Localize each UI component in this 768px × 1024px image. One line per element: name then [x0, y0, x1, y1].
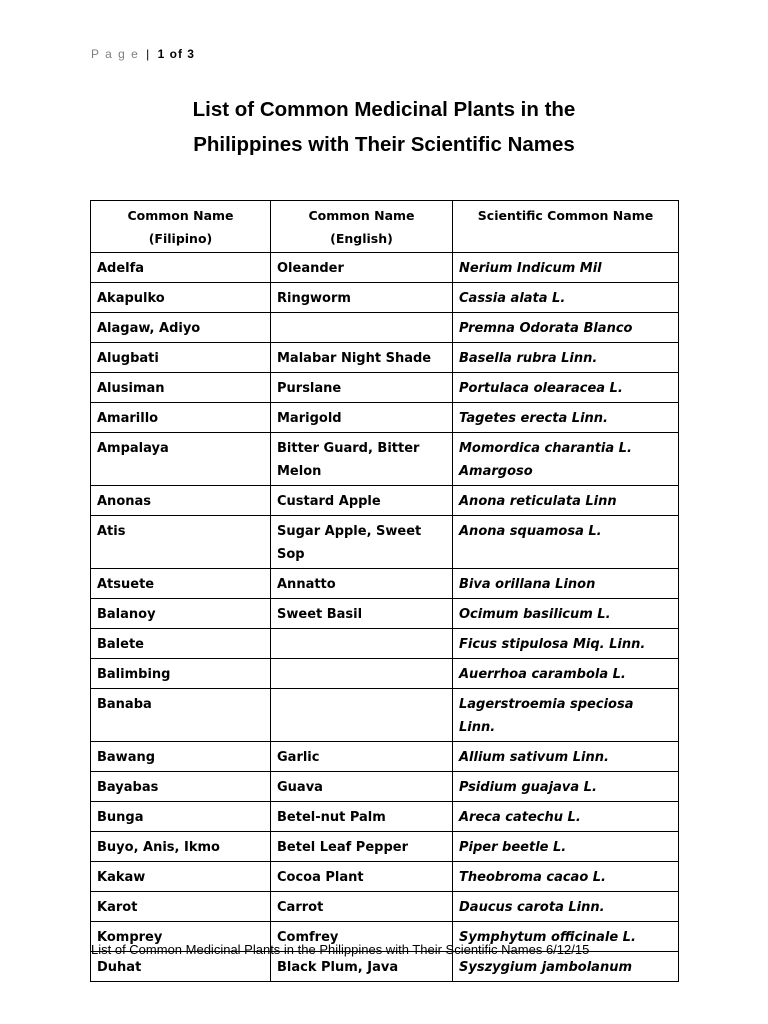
- cell-scientific: Tagetes erecta Linn.: [453, 403, 679, 433]
- cell-filipino: Atsuete: [91, 569, 271, 599]
- cell-english: Marigold: [271, 403, 453, 433]
- table-row: [91, 742, 679, 772]
- cell-scientific: Nerium Indicum Mil: [453, 253, 679, 283]
- cell-english: Bitter Guard, Bitter Melon: [271, 433, 453, 486]
- cell-english: Black Plum, Java: [271, 952, 453, 982]
- cell-english: Sugar Apple, Sweet Sop: [271, 516, 453, 569]
- page-footer: List of Common Medicinal Plants in the Philippines with Their Scientific Names 6/12/15: [91, 942, 590, 957]
- table-body: [91, 253, 679, 982]
- cell-english: Annatto: [271, 569, 453, 599]
- header-filipino-line1: Common Name: [127, 208, 234, 223]
- cell-english: Garlic: [271, 742, 453, 772]
- cell-english: Betel Leaf Pepper: [271, 832, 453, 862]
- cell-english: Ringworm: [271, 283, 453, 313]
- cell-scientific: Daucus carota Linn.: [453, 892, 679, 922]
- cell-scientific: Anona squamosa L.: [453, 516, 679, 569]
- table-row: [91, 772, 679, 802]
- cell-scientific: Areca catechu L.: [453, 802, 679, 832]
- table-row: [91, 599, 679, 629]
- cell-filipino: Kakaw: [91, 862, 271, 892]
- cell-filipino: Amarillo: [91, 403, 271, 433]
- cell-english: Sweet Basil: [271, 599, 453, 629]
- cell-scientific: Auerrhoa carambola L.: [453, 659, 679, 689]
- table-row: [91, 569, 679, 599]
- cell-filipino: Duhat: [91, 952, 271, 982]
- page-header: [91, 47, 195, 61]
- cell-filipino: Balimbing: [91, 659, 271, 689]
- page-label: P a g e: [91, 47, 140, 61]
- table-header-row: [91, 201, 679, 253]
- cell-english: Guava: [271, 772, 453, 802]
- cell-scientific: Anona reticulata Linn: [453, 486, 679, 516]
- cell-filipino: Bawang: [91, 742, 271, 772]
- cell-scientific: Theobroma cacao L.: [453, 862, 679, 892]
- cell-filipino: Anonas: [91, 486, 271, 516]
- cell-filipino: Bayabas: [91, 772, 271, 802]
- table-row: [91, 689, 679, 742]
- cell-english: Carrot: [271, 892, 453, 922]
- header-scientific-line1: Scientific Common Name: [477, 208, 654, 223]
- table-row: [91, 486, 679, 516]
- cell-scientific: Psidium guajava L.: [453, 772, 679, 802]
- header-english-line1: Common Name: [308, 208, 415, 223]
- cell-english: [271, 629, 453, 659]
- cell-english: Malabar Night Shade: [271, 343, 453, 373]
- cell-english: Comfrey: [271, 922, 453, 952]
- cell-filipino: Buyo, Anis, Ikmo: [91, 832, 271, 862]
- cell-scientific: Allium sativum Linn.: [453, 742, 679, 772]
- table-row: [91, 343, 679, 373]
- cell-filipino: Akapulko: [91, 283, 271, 313]
- table-row: [91, 373, 679, 403]
- cell-english: Purslane: [271, 373, 453, 403]
- cell-filipino: Karot: [91, 892, 271, 922]
- cell-english: Custard Apple: [271, 486, 453, 516]
- table-row: [91, 433, 679, 486]
- cell-scientific: Momordica charantia L. Amargoso: [453, 433, 679, 486]
- cell-filipino: Komprey: [91, 922, 271, 952]
- cell-filipino: Bunga: [91, 802, 271, 832]
- cell-scientific: Piper beetle L.: [453, 832, 679, 862]
- cell-scientific: Premna Odorata Blanco: [453, 313, 679, 343]
- plants-table: [90, 200, 679, 982]
- table-row: [91, 629, 679, 659]
- header-english: [271, 201, 453, 253]
- document-title: [60, 92, 708, 162]
- cell-english: [271, 659, 453, 689]
- table-row: [91, 403, 679, 433]
- cell-filipino: Ampalaya: [91, 433, 271, 486]
- cell-english: Cocoa Plant: [271, 862, 453, 892]
- table-row: [91, 516, 679, 569]
- cell-scientific: Cassia alata L.: [453, 283, 679, 313]
- table-row: [91, 313, 679, 343]
- cell-filipino: Alagaw, Adiyo: [91, 313, 271, 343]
- table-row: [91, 253, 679, 283]
- table-row: [91, 283, 679, 313]
- cell-scientific: Ocimum basilicum L.: [453, 599, 679, 629]
- cell-scientific: Ficus stipulosa Miq. Linn.: [453, 629, 679, 659]
- header-filipino: [91, 201, 271, 253]
- table-row: [91, 862, 679, 892]
- table-row: [91, 802, 679, 832]
- cell-scientific: Lagerstroemia speciosa Linn.: [453, 689, 679, 742]
- title-line-2: Philippines with Their Scientific Names: [193, 133, 575, 156]
- cell-filipino: Balete: [91, 629, 271, 659]
- title-line-1: List of Common Medicinal Plants in the: [192, 98, 576, 121]
- page-number: 1 of 3: [157, 47, 195, 61]
- header-filipino-line2: (Filipino): [148, 231, 213, 246]
- cell-english: [271, 313, 453, 343]
- cell-english: [271, 689, 453, 742]
- cell-filipino: Adelfa: [91, 253, 271, 283]
- cell-scientific: Biva orillana Linon: [453, 569, 679, 599]
- cell-scientific: Syszygium jambolanum: [453, 952, 679, 982]
- table-row: [91, 659, 679, 689]
- cell-scientific: Portulaca olearacea L.: [453, 373, 679, 403]
- header-scientific: [453, 201, 679, 253]
- table-row: [91, 892, 679, 922]
- cell-filipino: Alugbati: [91, 343, 271, 373]
- cell-filipino: Alusiman: [91, 373, 271, 403]
- cell-filipino: Banaba: [91, 689, 271, 742]
- cell-scientific: Basella rubra Linn.: [453, 343, 679, 373]
- cell-scientific: Symphytum officinale L.: [453, 922, 679, 952]
- header-english-line2: (English): [330, 231, 393, 246]
- page-separator: |: [146, 47, 151, 61]
- cell-english: Oleander: [271, 253, 453, 283]
- cell-filipino: Balanoy: [91, 599, 271, 629]
- cell-english: Betel-nut Palm: [271, 802, 453, 832]
- cell-filipino: Atis: [91, 516, 271, 569]
- table-row: [91, 832, 679, 862]
